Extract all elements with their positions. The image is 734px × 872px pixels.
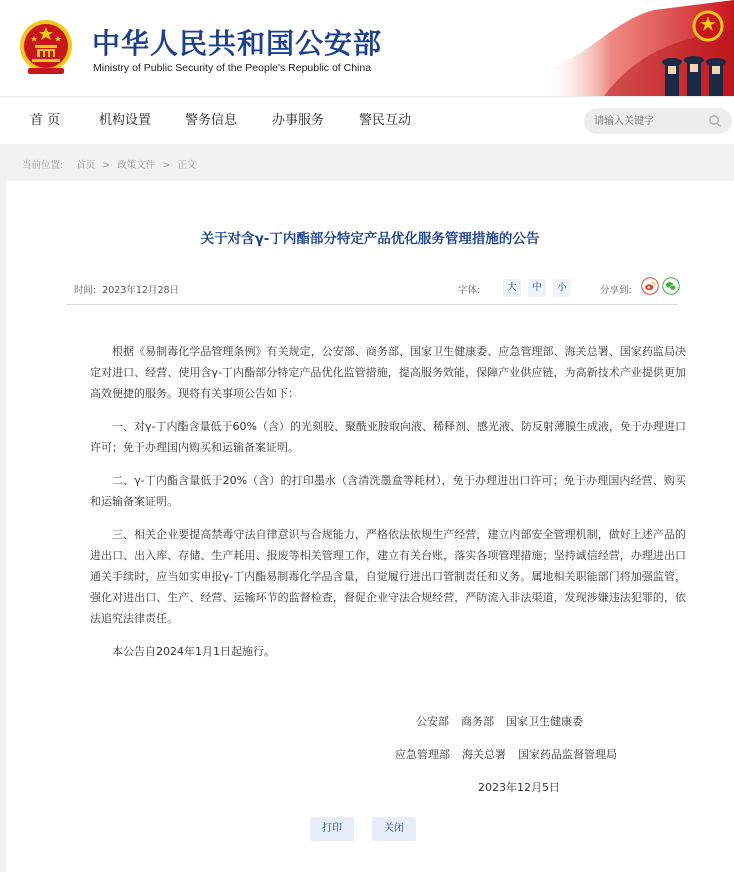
- article-paragraph: 一、对γ-丁内酯含量低于60%（含）的光刻胶、聚酰亚胺取向液、稀释剂、感光液、防反射薄膜生成液，免于办理进口许可；免于办理国内购买和运输备案证明。: [90, 420, 686, 454]
- main-nav: [0, 96, 734, 144]
- search-box: [584, 108, 732, 134]
- wechat-share-icon[interactable]: [662, 277, 680, 295]
- print-button[interactable]: 打印: [310, 817, 354, 841]
- article-paragraph: 三、相关企业要提高禁毒守法自律意识与合规能力，严格依法依规生产经营，建立内部安全管理机制，做好上述产品的进出口、出入库、存储、生产耗用、报废等相关管理工作，建立有关台账，落实各项管理措施；坚持诚信经营，办理进出口通关手续时，应当如实申报γ-丁内酯易制毒化学品含量，自觉履行进出口管制责任和义务。属地相关职能部门将加强监管，强化对进出口、生产、经营、运输环节的监督检查，督促企业守法合规经营，严防流入非法渠道，发现涉嫌违法犯罪的，依法追究法律责任。: [90, 528, 686, 625]
- police-banner-image: [544, 0, 734, 96]
- weibo-share-icon[interactable]: [641, 277, 659, 295]
- signatory: 国家卫生健康委: [506, 715, 583, 728]
- signatory: 国家药品监督管理局: [518, 748, 617, 761]
- search-icon[interactable]: [708, 114, 722, 128]
- nav-item-home[interactable]: 首 页: [30, 113, 61, 128]
- breadcrumb-label: 当前位置:: [22, 160, 64, 171]
- signing-date: 2023年12月5日: [478, 781, 560, 794]
- nav-item-organization[interactable]: 机构设置: [99, 113, 152, 128]
- nav-item-interaction[interactable]: 警民互动: [359, 113, 412, 128]
- article-meta-bar: [66, 269, 678, 305]
- signatory: 海关总署: [462, 748, 506, 761]
- search-input[interactable]: [594, 108, 704, 134]
- nav-item-services[interactable]: 办事服务: [272, 113, 325, 128]
- national-emblem-icon[interactable]: [18, 18, 74, 76]
- signatories-line-2: [395, 746, 617, 762]
- article-paragraph: 二、γ-丁内酯含量低于20%（含）的打印墨水（含清洗墨盒等耗材），免于办理进出口许可；免于办理国内经营、购买和运输备案证明。: [90, 474, 686, 508]
- breadcrumb-policy[interactable]: 政策文件: [117, 160, 156, 171]
- article-paragraph: 本公告自2024年1月1日起施行。: [112, 645, 275, 658]
- article-title: 关于对含γ-丁内酯部分特定产品优化服务管理措施的公告: [200, 231, 540, 247]
- site-title: 中华人民共和国公安部: [92, 27, 383, 60]
- nav-item-police-info[interactable]: 警务信息: [185, 113, 238, 128]
- signatory: 公安部: [416, 715, 449, 728]
- close-button[interactable]: 关闭: [372, 817, 416, 841]
- signatory: 应急管理部: [395, 748, 450, 761]
- breadcrumb-home[interactable]: 首页: [76, 160, 96, 171]
- signatories-line-1: [416, 713, 583, 729]
- breadcrumb-separator: >: [162, 160, 171, 171]
- site-title-english: Ministry of Public Security of the People's Republic of China: [93, 62, 372, 74]
- breadcrumb-separator: >: [102, 160, 111, 171]
- font-size-medium-button[interactable]: 中: [528, 279, 546, 297]
- article-body: [90, 341, 686, 662]
- signatory: 商务部: [461, 715, 494, 728]
- share-label: 分享到:: [600, 285, 632, 296]
- time-label: 时间:: [74, 285, 97, 296]
- article-paragraph: 根据《易制毒化学品管理条例》有关规定，公安部、商务部、国家卫生健康委、应急管理部、海关总署、国家药监局决定对进口、经营、使用含γ-丁内酯部分特定产品优化监管措施，提高服务效能，保障产业供应链，为高新技术产业提供更加高效便捷的服务。现将有关事项公告如下：: [90, 345, 686, 400]
- publish-date: 2023年12月28日: [102, 285, 180, 296]
- font-size-small-button[interactable]: 小: [553, 279, 571, 297]
- publish-time: [74, 282, 179, 296]
- font-size-label: 字体:: [458, 285, 481, 296]
- breadcrumb-current: 正文: [177, 160, 197, 171]
- article-card: [6, 181, 734, 872]
- site-header: [0, 0, 734, 96]
- font-size-large-button[interactable]: 大: [503, 279, 521, 297]
- breadcrumb: [22, 157, 196, 171]
